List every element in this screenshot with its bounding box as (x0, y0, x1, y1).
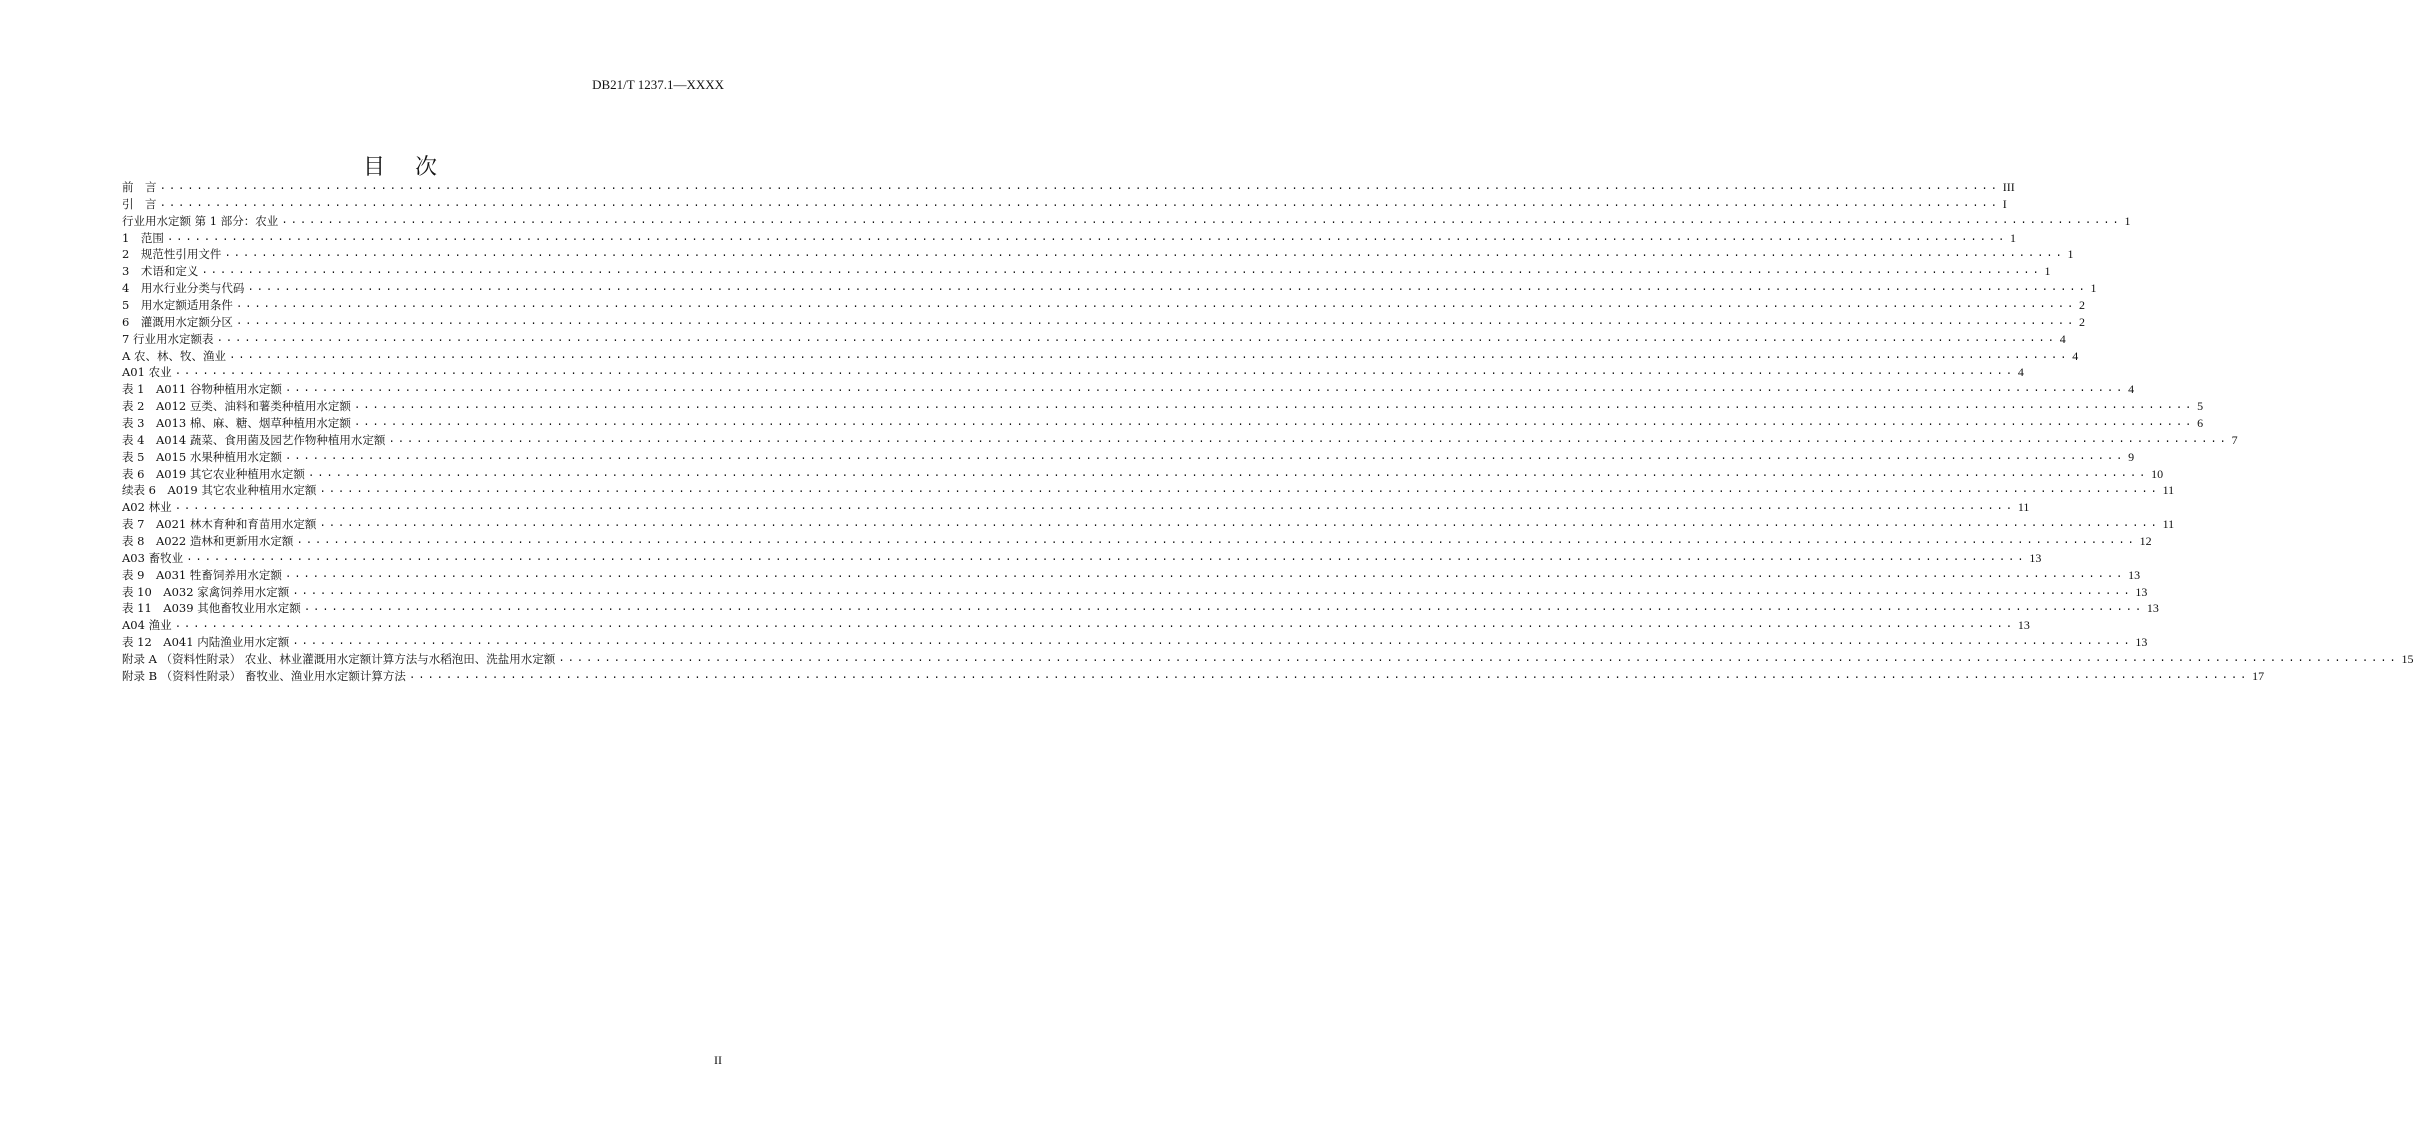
dot-leader: ........................................................................................................................................................................................................ (307, 467, 2149, 480)
toc-entry-label: 2 规范性引用文件 (122, 247, 222, 262)
toc-entry-page: 2 (2079, 298, 2086, 313)
dot-leader: ........................................................................................................................................................................................................ (284, 383, 2126, 396)
toc-entry[interactable] (122, 567, 2141, 584)
dot-leader: ........................................................................................................................................................................................................ (174, 619, 2015, 632)
toc-entry[interactable] (122, 398, 2204, 415)
dot-leader: ........................................................................................................................................................................................................ (319, 484, 2160, 497)
dot-leader: ........................................................................................................................................................................................................ (281, 214, 2122, 227)
toc-entry[interactable] (122, 381, 2135, 398)
toc-entry-label: 引 言 (122, 196, 157, 211)
toc-entry[interactable] (122, 533, 2152, 550)
toc-entry-label: 5 用水定额适用条件 (122, 298, 233, 313)
toc-entry-label: 表 1 A011 谷物种植用水定额 (122, 382, 282, 397)
toc-entry-page: 13 (2029, 550, 2042, 565)
toc-entry-page: 15 (2401, 652, 2414, 667)
dot-leader: ........................................................................................................................................................................................................ (247, 282, 2088, 295)
toc-entry-label: A04 渔业 (122, 618, 172, 633)
dot-leader: ........................................................................................................................................................................................................ (159, 197, 2000, 210)
dot-leader: ........................................................................................................................................................................................................ (292, 636, 2133, 649)
dot-leader: ........................................................................................................................................................................................................ (292, 585, 2133, 598)
toc-entry[interactable] (122, 432, 2238, 449)
toc-entry-label: 表 4 A014 蔬菜、食用菌及园艺作物种植用水定额 (122, 432, 386, 447)
toc-entry-page: 1 (2124, 213, 2131, 228)
toc-entry-label: 表 12 A041 内陆渔业用水定额 (122, 635, 290, 650)
toc-entry[interactable] (122, 246, 2074, 263)
page-number: II (714, 1053, 722, 1067)
toc-entry-page: 11 (2162, 517, 2175, 532)
page-title: 目次 (362, 155, 467, 180)
toc-entry[interactable] (122, 550, 2042, 567)
dot-leader: ........................................................................................................................................................................................................ (388, 433, 2229, 446)
toc-entry-label: 表 11 A039 其他畜牧业用水定额 (122, 601, 301, 616)
dot-leader: ........................................................................................................................................................................................................ (174, 366, 2015, 379)
toc-entry-page: 4 (2017, 365, 2024, 380)
toc-entry-page: 11 (2017, 500, 2030, 515)
dot-leader: ........................................................................................................................................................................................................ (224, 248, 2065, 261)
toc-entry[interactable] (122, 516, 2175, 533)
dot-leader: ........................................................................................................................................................................................................ (303, 602, 2144, 615)
dot-leader: ........................................................................................................................................................................................................ (201, 265, 2042, 278)
toc-entry[interactable] (122, 449, 2135, 466)
dot-leader: ........................................................................................................................................................................................................ (408, 669, 2250, 682)
toc-entry-page: 10 (2151, 466, 2164, 481)
toc-entry-page: 2 (2079, 314, 2086, 329)
toc-entry-page: 4 (2059, 331, 2066, 346)
toc-entry[interactable] (122, 634, 2148, 651)
toc-entry-label: 表 2 A012 豆类、油料和薯类种植用水定额 (122, 399, 351, 414)
dot-leader: ........................................................................................................................................................................................................ (558, 653, 2399, 666)
dot-leader: ........................................................................................................................................................................................................ (319, 518, 2160, 531)
toc-entry-page: 13 (2128, 567, 2141, 582)
toc-entry[interactable] (122, 364, 2024, 381)
toc-entry-label: 行业用水定额 第 1 部分：农业 (122, 213, 279, 228)
toc-entry-label: 1 范围 (122, 230, 164, 245)
toc-entry-page: 1 (2067, 247, 2074, 262)
toc-entry-page: 13 (2135, 584, 2148, 599)
toc-entry-page: 4 (2128, 382, 2135, 397)
toc-entry[interactable] (122, 230, 2017, 247)
toc-entry[interactable] (122, 280, 2097, 297)
toc-entry[interactable] (122, 196, 2007, 213)
toc-entry[interactable] (122, 314, 2086, 331)
toc-entry-page: 9 (2128, 449, 2135, 464)
toc-entry[interactable] (122, 348, 2079, 365)
toc-entry-page: 5 (2197, 399, 2204, 414)
toc-entry-page: 1 (2090, 281, 2097, 296)
toc-entry-label: 前 言 (122, 180, 157, 194)
dot-leader: ........................................................................................................................................................................................................ (284, 568, 2126, 581)
toc-entry[interactable] (122, 179, 2015, 196)
toc-entry-label: 表 8 A022 造林和更新用水定额 (122, 534, 294, 549)
toc-entry-label: 7 行业用水定额表 (122, 331, 214, 346)
toc-entry-label: 3 术语和定义 (122, 264, 199, 279)
toc-entry-page: 12 (2139, 534, 2152, 549)
toc-entry-page: I (2002, 196, 2007, 211)
dot-leader: ........................................................................................................................................................................................................ (353, 417, 2195, 430)
toc-entry-label: A01 农业 (122, 365, 172, 380)
toc-entry-page: 13 (2017, 618, 2030, 633)
toc-entry-page: 6 (2197, 416, 2204, 431)
dot-leader: ........................................................................................................................................................................................................ (216, 332, 2057, 345)
toc-entry-label: 4 用水行业分类与代码 (122, 281, 245, 296)
toc-entry-label: 附录 A （资料性附录） 农业、林业灌溉用水定额计算方法与水稻泡田、洗盐用水定额 (122, 652, 556, 667)
toc-entry[interactable] (122, 651, 2414, 668)
dot-leader: ........................................................................................................................................................................................................ (174, 501, 2015, 514)
toc-entry-label: 表 9 A031 牲畜饲养用水定额 (122, 567, 282, 582)
toc-entry[interactable] (122, 297, 2086, 314)
toc-entry[interactable] (122, 331, 2066, 348)
toc-entry-label: 表 3 A013 棉、麻、糖、烟草种植用水定额 (122, 416, 351, 431)
dot-leader: ........................................................................................................................................................................................................ (235, 315, 2077, 328)
toc-entry[interactable] (122, 617, 2030, 634)
dot-leader: ........................................................................................................................................................................................................ (186, 551, 2027, 564)
toc-entry-label: A03 畜牧业 (122, 550, 184, 565)
dot-leader: ........................................................................................................................................................................................................ (235, 299, 2077, 312)
dot-leader: ........................................................................................................................................................................................................ (296, 535, 2137, 548)
toc-entry-page: 1 (2010, 230, 2017, 245)
toc-entry[interactable] (122, 466, 2164, 483)
table-of-contents (122, 179, 2414, 685)
toc-entry-label: 表 5 A015 水果种植用水定额 (122, 449, 282, 464)
toc-entry[interactable] (122, 482, 2175, 499)
toc-entry-label: 续表 6 A019 其它农业种植用水定额 (122, 483, 317, 498)
toc-entry-page: 4 (2072, 348, 2079, 363)
dot-leader: ........................................................................................................................................................................................................ (159, 181, 2000, 193)
toc-entry-page: 7 (2231, 432, 2238, 447)
toc-entry[interactable] (122, 415, 2204, 432)
dot-leader: ........................................................................................................................................................................................................ (284, 450, 2126, 463)
toc-entry[interactable] (122, 668, 2265, 685)
toc-entry-page: 13 (2146, 601, 2159, 616)
toc-entry-label: 附录 B （资料性附录） 畜牧业、渔业用水定额计算方法 (122, 668, 406, 683)
document-id: DB21/T 1237.1—XXXX (592, 77, 724, 92)
toc-entry-label: 表 7 A021 林木育种和育苗用水定额 (122, 517, 317, 532)
toc-entry-page: 13 (2135, 635, 2148, 650)
toc-entry-label: 表 10 A032 家禽饲养用水定额 (122, 584, 290, 599)
toc-entry[interactable] (122, 213, 2131, 230)
toc-entry-page: 11 (2162, 483, 2175, 498)
toc-entry[interactable] (122, 263, 2051, 280)
toc-entry-label: 表 6 A019 其它农业种植用水定额 (122, 466, 305, 481)
toc-entry[interactable] (122, 584, 2148, 601)
toc-entry-page: III (2002, 180, 2015, 194)
toc-entry[interactable] (122, 600, 2159, 617)
toc-entry-label: A02 林业 (122, 500, 172, 515)
toc-entry-page: 17 (2252, 668, 2265, 683)
dot-leader: ........................................................................................................................................................................................................ (353, 400, 2195, 413)
toc-entry-label: 6 灌溉用水定额分区 (122, 314, 233, 329)
toc-entry-label: A 农、林、牧、渔业 (122, 348, 226, 363)
dot-leader: ........................................................................................................................................................................................................ (228, 349, 2070, 362)
toc-entry-page: 1 (2044, 264, 2051, 279)
dot-leader: ........................................................................................................................................................................................................ (166, 231, 2008, 244)
toc-entry[interactable] (122, 499, 2030, 516)
